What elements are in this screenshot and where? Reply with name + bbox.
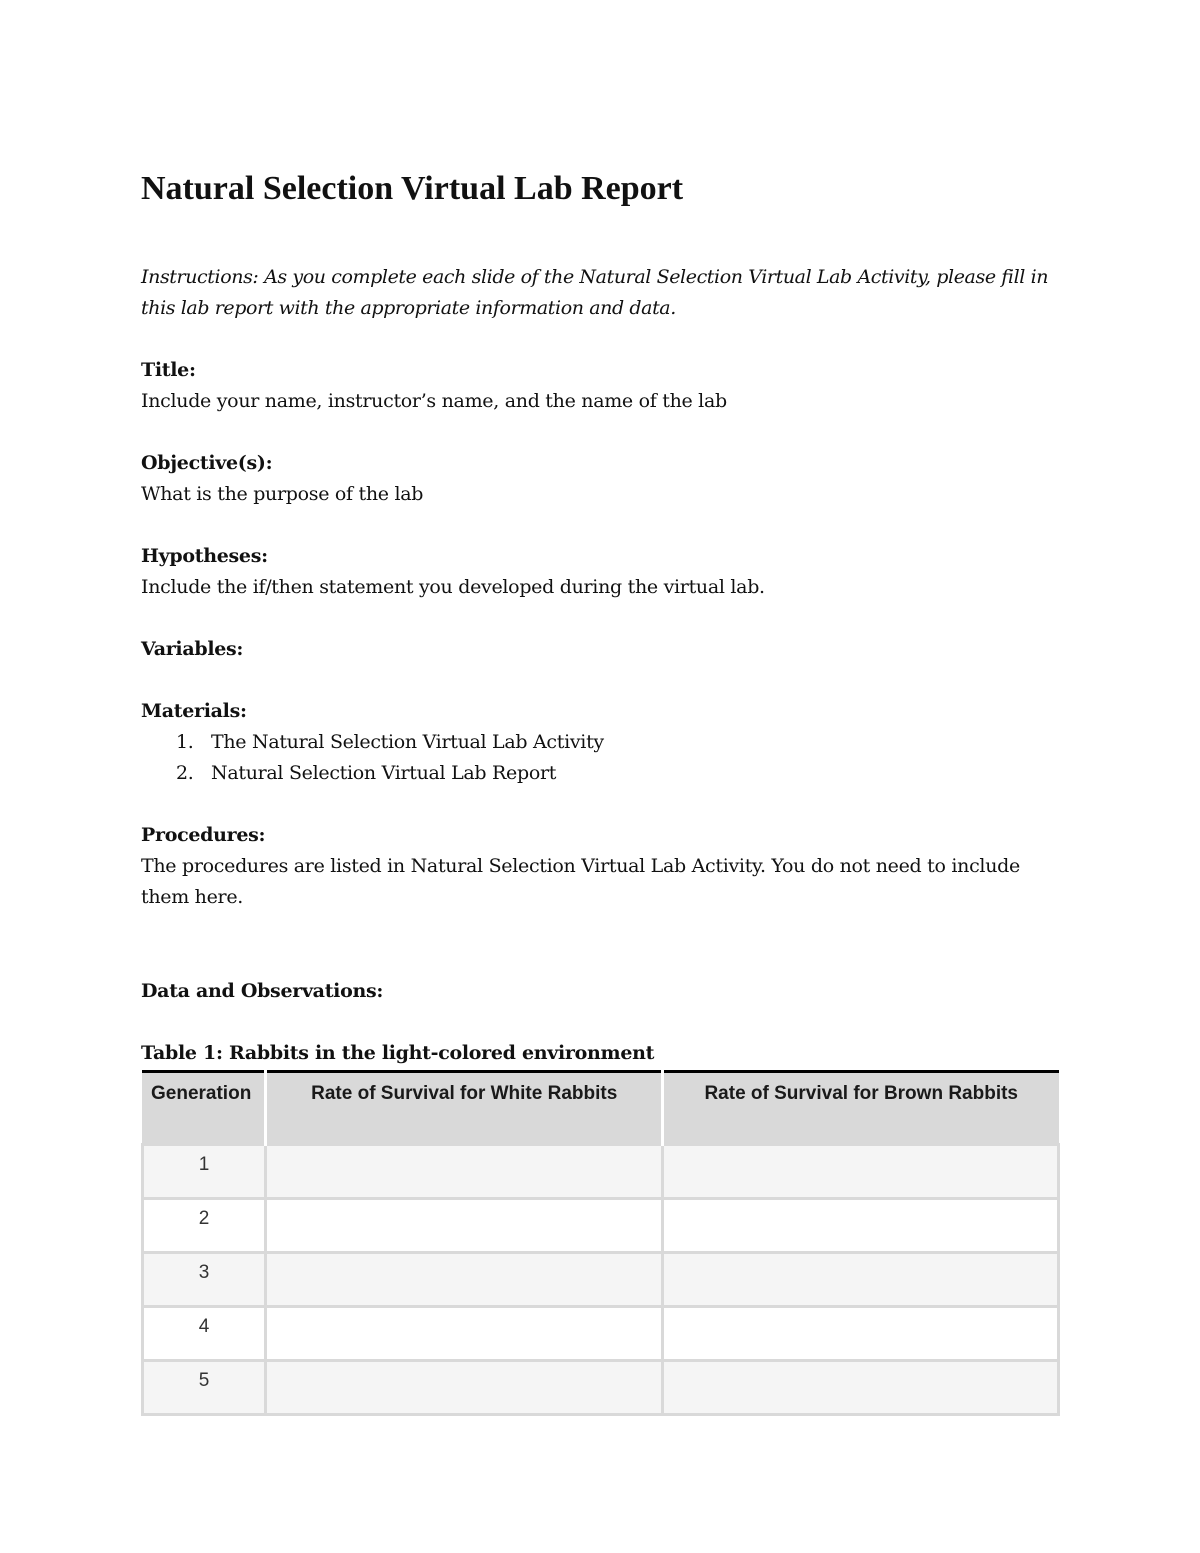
- section-hypotheses: [141, 541, 1061, 603]
- materials-item-text: The Natural Selection Virtual Lab Activity: [211, 731, 604, 753]
- materials-list: [141, 727, 1061, 789]
- table-caption: Table 1: Rabbits in the light-colored environment: [141, 1042, 655, 1064]
- section-hypotheses-body: Include the if/then statement you developed during the virtual lab.: [141, 576, 765, 598]
- brown-survival-cell[interactable]: [663, 1199, 1059, 1253]
- section-objectives-heading: Objective(s):: [141, 452, 273, 474]
- materials-item-text: Natural Selection Virtual Lab Report: [211, 762, 557, 784]
- survival-table: [141, 1070, 1060, 1416]
- white-survival-cell[interactable]: [265, 1361, 663, 1415]
- instructions-text: Instructions: As you complete each slide of the Natural Selection Virtual Lab Activity, please fill in this lab report with the appropriate information and data.: [141, 266, 1049, 319]
- table-row: [143, 1307, 1059, 1361]
- section-title: [141, 355, 1061, 417]
- section-procedures-body: The procedures are listed in Natural Selection Virtual Lab Activity. You do not need to include them here.: [141, 855, 1020, 908]
- section-objectives-body: What is the purpose of the lab: [141, 483, 424, 505]
- section-objectives: [141, 448, 1061, 510]
- materials-list-item: [141, 758, 1061, 789]
- section-title-heading: Title:: [141, 359, 196, 381]
- generation-cell: 1: [143, 1145, 266, 1199]
- section-hypotheses-heading: Hypotheses:: [141, 545, 268, 567]
- brown-survival-cell[interactable]: [663, 1361, 1059, 1415]
- document-title: Natural Selection Virtual Lab Report: [141, 170, 684, 207]
- brown-survival-cell[interactable]: [663, 1253, 1059, 1307]
- materials-item-number: 1.: [176, 731, 194, 753]
- generation-cell: 4: [143, 1307, 266, 1361]
- section-variables: [141, 634, 1061, 665]
- section-procedures-heading: Procedures:: [141, 824, 266, 846]
- white-survival-cell[interactable]: [265, 1145, 663, 1199]
- materials-item-number: 2.: [176, 762, 194, 784]
- section-data-observations: [141, 976, 1061, 1007]
- section-procedures: [141, 820, 1061, 913]
- materials-list-item: [141, 727, 1061, 758]
- brown-survival-cell[interactable]: [663, 1145, 1059, 1199]
- white-survival-cell[interactable]: [265, 1307, 663, 1361]
- generation-cell: 2: [143, 1199, 266, 1253]
- section-variables-heading: Variables:: [141, 638, 244, 660]
- generation-cell: 3: [143, 1253, 266, 1307]
- table-header-row: [143, 1072, 1059, 1145]
- white-survival-cell[interactable]: [265, 1199, 663, 1253]
- section-title-body: Include your name, instructor’s name, and the name of the lab: [141, 390, 727, 412]
- header-brown-rabbits: Rate of Survival for Brown Rabbits: [663, 1072, 1059, 1145]
- brown-survival-cell[interactable]: [663, 1307, 1059, 1361]
- section-materials: [141, 696, 1061, 789]
- section-data-heading: Data and Observations:: [141, 980, 384, 1002]
- white-survival-cell[interactable]: [265, 1253, 663, 1307]
- table-row: [143, 1253, 1059, 1307]
- table-row: [143, 1145, 1059, 1199]
- header-generation: Generation: [143, 1072, 266, 1145]
- table-row: [143, 1361, 1059, 1415]
- header-white-rabbits: Rate of Survival for White Rabbits: [265, 1072, 663, 1145]
- generation-cell: 5: [143, 1361, 266, 1415]
- table-row: [143, 1199, 1059, 1253]
- section-materials-heading: Materials:: [141, 700, 247, 722]
